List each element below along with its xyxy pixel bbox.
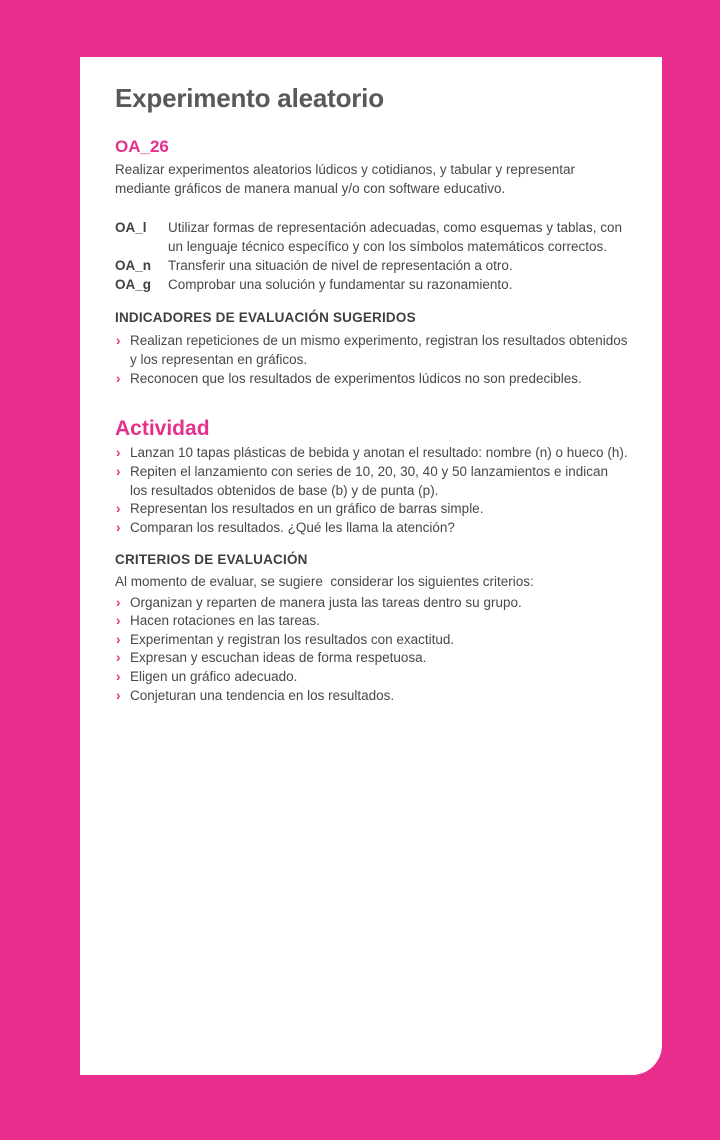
bullet-item	[115, 649, 628, 668]
skill-code: OA_l	[115, 220, 147, 236]
bullet-text: Eligen un gráfico adecuado.	[130, 668, 298, 684]
bullet-item	[115, 444, 628, 463]
activity-heading: Actividad	[115, 417, 210, 441]
skill-text: Transferir una situación de nivel de representación a otro.	[168, 258, 513, 274]
page-title: Experimento aleatorio	[115, 83, 384, 113]
criteria-list	[115, 594, 628, 706]
criteria-intro: Al momento de evaluar, se sugiere considerar los siguientes criterios:	[115, 573, 534, 589]
content-card	[80, 57, 662, 1075]
bullet-text: Hacen rotaciones en las tareas.	[130, 613, 320, 629]
skill-row	[115, 256, 628, 275]
bullet-marker: ›	[116, 613, 121, 629]
bullet-marker: ›	[116, 519, 121, 535]
indicators-heading: INDICADORES DE EVALUACIÓN SUGERIDOS	[115, 310, 416, 326]
bullet-text: Representan los resultados en un gráfico de barras simple.	[130, 501, 484, 517]
bullet-item	[115, 594, 628, 613]
skill-text: Comprobar una solución y fundamentar su razonamiento.	[168, 277, 513, 293]
bullet-marker: ›	[116, 631, 121, 647]
oa-heading: OA_26	[115, 136, 169, 156]
bullet-text: Repiten el lanzamiento con series de 10, 20, 30, 40 y 50 lanzamientos e indican los resultados obtenidos de base (b) y de punta (p).	[130, 464, 609, 498]
bullet-marker: ›	[116, 594, 121, 610]
bullet-item	[115, 612, 628, 631]
bullet-marker: ›	[116, 370, 121, 386]
skill-text: Utilizar formas de representación adecuadas, como esquemas y tablas, con un lenguaje técnico específico y con los símbolos matemáticos correctos.	[168, 220, 622, 255]
bullet-marker: ›	[116, 464, 121, 480]
oa-description: Realizar experimentos aleatorios lúdicos y cotidianos, y tabular y representar mediante gráficos de manera manual y/o con software educativo.	[115, 162, 575, 197]
bullet-item	[115, 519, 628, 538]
skill-code: OA_n	[115, 258, 152, 274]
criteria-heading: CRITERIOS DE EVALUACIÓN	[115, 552, 308, 568]
skills-list	[115, 218, 628, 294]
bullet-text: Reconocen que los resultados de experimentos lúdicos no son predecibles.	[130, 370, 582, 386]
bullet-marker: ›	[116, 445, 121, 461]
bullet-item	[115, 687, 628, 706]
bullet-marker: ›	[116, 501, 121, 517]
bullet-item	[115, 631, 628, 650]
bullet-item	[115, 332, 628, 369]
bullet-item	[115, 463, 628, 500]
indicators-list	[115, 332, 628, 388]
skill-row	[115, 275, 628, 294]
bullet-marker: ›	[116, 333, 121, 349]
bullet-item	[115, 500, 628, 519]
bullet-text: Conjeturan una tendencia en los resultados.	[130, 687, 395, 703]
bullet-text: Organizan y reparten de manera justa las tareas dentro su grupo.	[130, 594, 522, 610]
bullet-text: Comparan los resultados. ¿Qué les llama la atención?	[130, 519, 455, 535]
bullet-item	[115, 668, 628, 687]
bullet-marker: ›	[116, 668, 121, 684]
bullet-marker: ›	[116, 650, 121, 666]
bullet-item	[115, 370, 628, 389]
bullet-marker: ›	[116, 687, 121, 703]
bullet-text: Expresan y escuchan ideas de forma respetuosa.	[130, 650, 427, 666]
bullet-text: Realizan repeticiones de un mismo experimento, registran los resultados obtenidos y los representan en gráficos.	[130, 333, 628, 368]
skill-code: OA_g	[115, 277, 152, 293]
bullet-text: Lanzan 10 tapas plásticas de bebida y anotan el resultado: nombre (n) o hueco (h).	[130, 445, 628, 461]
activity-list	[115, 444, 628, 537]
skill-row	[115, 218, 628, 256]
bullet-text: Experimentan y registran los resultados con exactitud.	[130, 631, 455, 647]
